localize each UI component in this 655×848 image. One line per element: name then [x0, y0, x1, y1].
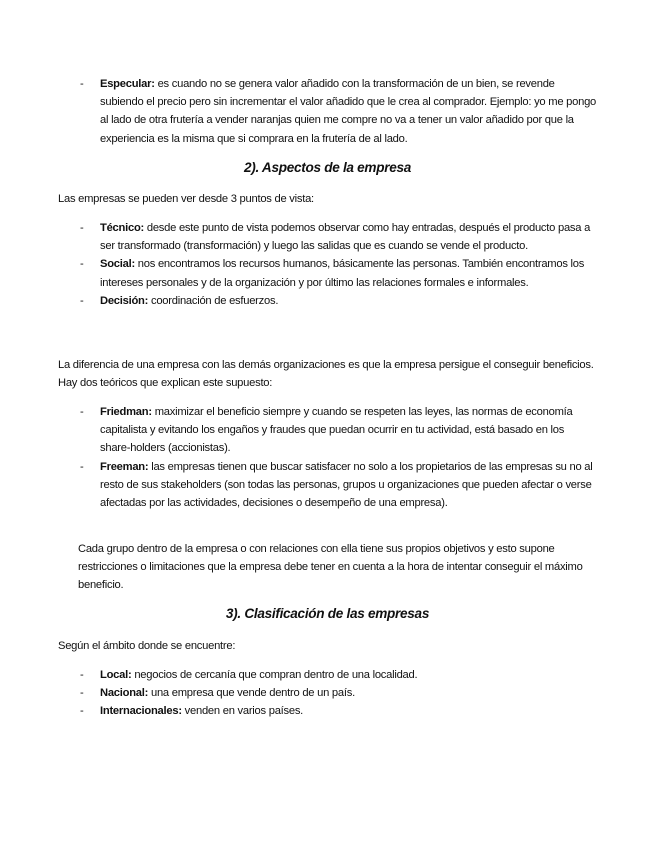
heading-aspectos: 2). Aspectos de la empresa	[244, 160, 411, 175]
term-decision: Decisión:	[100, 294, 151, 307]
especular-list	[0, 75, 655, 148]
term-especular: Especular:	[100, 78, 158, 90]
heading-clasificacion: 3). Clasificación de las empresas	[225, 606, 430, 621]
list-item-tecnico	[0, 219, 655, 255]
intro-aspectos: Las empresas se pueden ver desde 3 puntos de vista:	[58, 193, 314, 205]
text-tecnico: desde este punto de vista podemos observar como hay entradas, después el producto pasa a ser transformado (transformación) y luego las salidas que es cuando se vende el producto.	[100, 222, 591, 253]
dash-bullet: -	[80, 78, 84, 90]
term-social: Social:	[100, 258, 138, 271]
list-item-social	[0, 255, 655, 291]
text-social: nos encontramos los recursos humanos, básicamente las personas. También encontramos los intereses personales y de la organización y por último las relaciones formales e informales.	[100, 258, 585, 289]
list-item-especular	[0, 75, 655, 148]
paragraph-grupo: Cada grupo dentro de la empresa o con relaciones con ella tiene sus propios objetivos y esto supone restricciones o limitaciones que la empresa debe tener en cuenta a la hora de intentar conseguir el máximo beneficio.	[78, 543, 583, 592]
dash-bullet: -	[80, 406, 84, 418]
text-nacional: una empresa que vende dentro de un país.	[150, 687, 355, 700]
list-item-freeman	[0, 458, 655, 513]
dash-bullet: -	[80, 687, 84, 700]
dash-bullet: -	[80, 222, 84, 234]
list-item-friedman	[0, 403, 655, 458]
list-item-nacional	[0, 684, 655, 702]
list-item-internacionales	[0, 702, 655, 720]
aspectos-list	[0, 219, 655, 310]
intro-clasificacion: Según el ámbito donde se encuentre:	[58, 640, 236, 652]
dash-bullet: -	[80, 460, 84, 473]
term-internacionales: Internacionales:	[100, 705, 185, 718]
term-local: Local:	[100, 669, 135, 681]
text-internacionales: venden en varios países.	[184, 705, 304, 718]
dash-bullet: -	[80, 705, 84, 718]
list-item-decision	[0, 292, 655, 310]
list-item-local	[0, 666, 655, 684]
theorists-list	[0, 403, 655, 512]
dash-bullet: -	[80, 669, 84, 681]
text-decision: coordinación de esfuerzos.	[150, 294, 279, 307]
text-especular: es cuando no se genera valor añadido con la transformación de un bien, se revende subiendo el precio pero sin incrementar el valor añadido que le crea al comprador. Ejemplo: yo me pongo al lado de otra frutería a vender naranjas quien me compre no va a tener un valor añadido por que la experiencia es la misma que si comprara en la frutería de al lado.	[100, 78, 597, 145]
text-local: negocios de cercanía que compran dentro de una localidad.	[134, 669, 418, 681]
term-tecnico: Técnico:	[100, 222, 147, 234]
dash-bullet: -	[80, 294, 84, 307]
term-freeman: Freeman:	[100, 460, 152, 473]
paragraph-diferencia: La diferencia de una empresa con las demás organizaciones es que la empresa persigue el conseguir beneficios. Hay dos teóricos que explican este supuesto:	[58, 359, 594, 390]
clasificacion-list	[0, 666, 655, 721]
text-freeman: las empresas tienen que buscar satisfacer no solo a los propietarios de las empresas su no al resto de sus stakeholders (son todas las personas, grupos u organizaciones que pueden afectar o verse afectadas por las actividades, decisiones o desempeño de una empresa).	[100, 460, 593, 510]
dash-bullet: -	[80, 258, 84, 271]
term-friedman: Friedman:	[100, 406, 155, 418]
term-nacional: Nacional:	[100, 687, 151, 700]
text-friedman: maximizar el beneficio siempre y cuando se respeten las leyes, las normas de economía capitalista y evitando los engaños y fraudes que puedan ocurrir en tu actividad, está basado en los share-holders (accionistas).	[100, 406, 573, 455]
